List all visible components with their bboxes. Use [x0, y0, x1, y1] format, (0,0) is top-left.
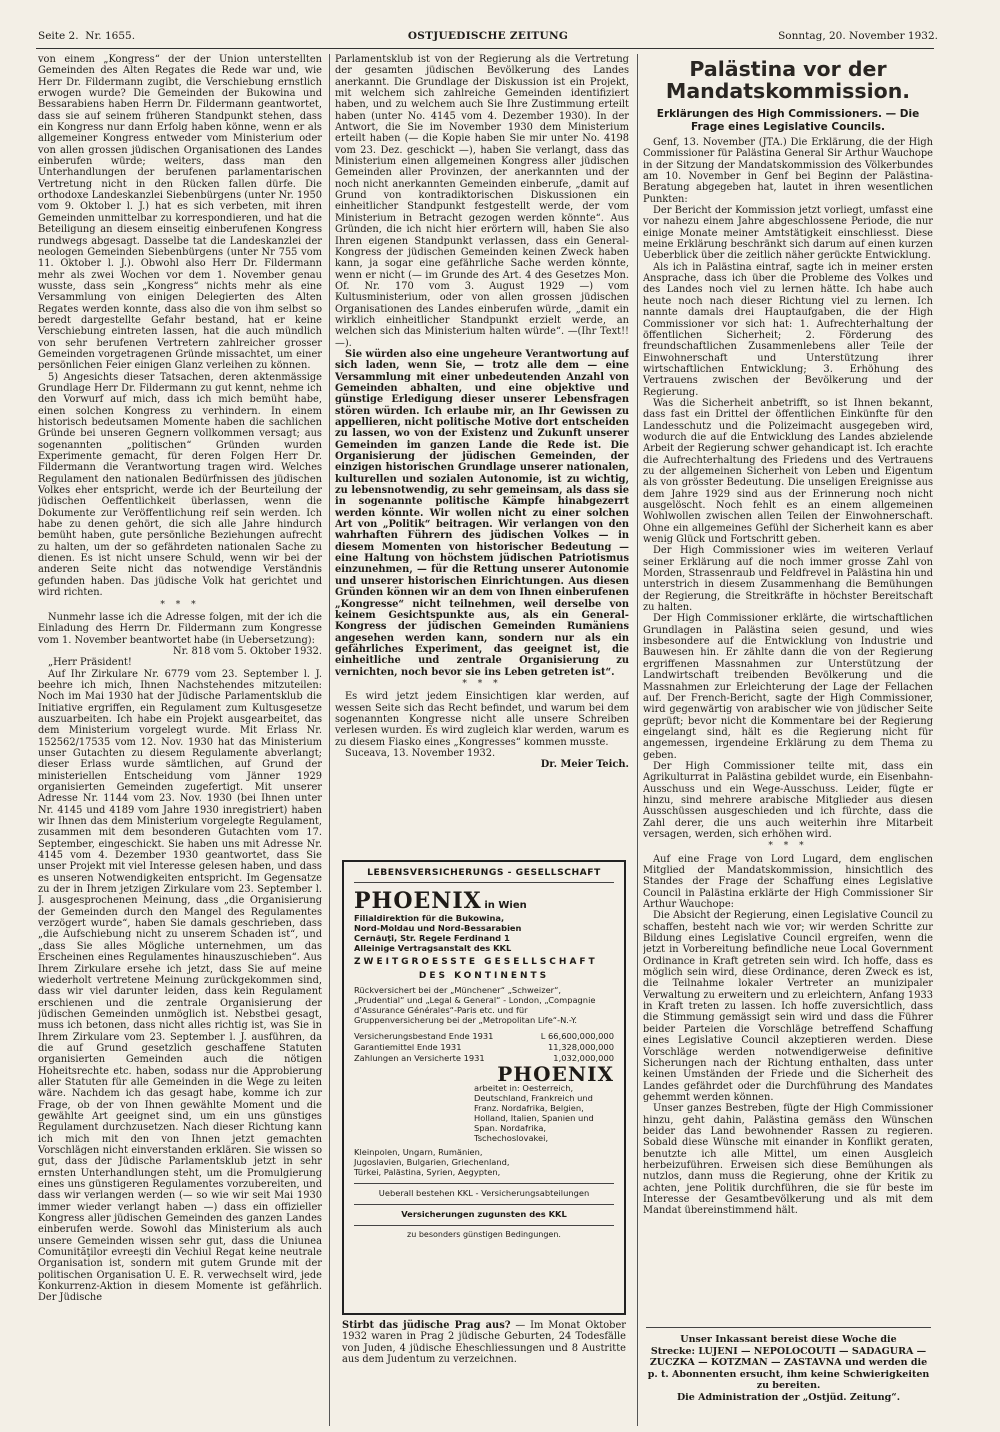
article-paragraph: Es wird jetzt jedem Einsichtigen klar werden, auf wessen Seite sich das Recht befindet, und warum bei dem sogenannten Kongresse nicht alle unsere Schreiben verlesen wurden. Es wird zugleich klar werden, warum es zu diesem Fiasko eines „Kongresses“ kommen musste.: [335, 691, 629, 748]
ad-brand: PHOENIX: [354, 888, 482, 914]
article-paragraph: 5) Angesichts dieser Tatsachen, deren aktenmässige Grundlage Herr Dr. Fildermann zu gut kennt, nehme ich den Vorwurf auf mich, dass ich mich bemüht habe, einen solchen Kongress zu verhindern. In einem historisch bedeutsamen Momente haben die sachlichen Gründe bei unseren Gegnern vollkommen versagt; aus sogenannten „politischen“ Gründen wurden Experimente gemacht, für deren Folgen Herr Dr. Fildermann die Verantwortung tragen wird. Welches Regulament den nationalen Bedürfnissen des jüdischen Volkes eher entspricht, werde ich der Beurteilung der jüdischen Oeffentlichkeit überlassen, wenn die Dokumente zur Veröffentlichung reif sein werden. Ich habe zu denen gehört, die sich alle Jahre hindurch bemüht haben, gute persönliche Beziehungen aufrecht zu halten, um der so gefährdeten nationalen Sache zu dienen. Es ist nicht unsere Schuld, wenn wir bei der anderen Seite nicht das notwendige Verständnis gefunden haben. Das jüdische Volk hat gerichtet und wird richten.: [38, 371, 322, 599]
article-subheadline: Erklärungen des High Commissioners. — Die Frage eines Legislative Councils.: [656, 108, 920, 133]
ad-footer: Ueberall bestehen KKL - Versicherungsabteilungen: [378, 1188, 590, 1198]
article-paragraph: Der High Commissioner wies im weiteren Verlauf seiner Erklärung auf die noch immer grosse Zahl von Morden, Strassenraub und Feldfrevel in Palästina hin und unterstrich in diesem Zusammenhang die Bemühungen der Regierung, die Streitkräfte in höchster Bereitschaft zu halten.: [643, 545, 933, 614]
column-1: [38, 54, 322, 1426]
column-rule: [637, 54, 638, 1426]
letter-body: Auf Ihr Zirkulare Nr. 6779 vom 23. September l. J. beehre ich mich, Ihnen Nachstehendes mitzuteilen: Noch im Mai 1930 hat der Jüdische Parlamentsklub die Initiative ergriffen, ein Regulament zum Kultusgesetze auszuarbeiten. Ich habe ein Projekt ausgearbeitet, das dem Ministerium vorgelegt wurde. Mit Erlass Nr. 152562/17535 vom 12. Nov. 1930 hat das Ministerium unser Gutachten zu diesem Regulamente abverlangt; dieser Erlass wurde sämtlichen, auf Grund der ministeriellen Entscheidung vom Jänner 1929 organisierten Gemeinden zugefertigt. Mit unserer Adresse Nr. 1144 vom 23. Nov. 1930 (bei Ihnen unter Nr. 4145 und 4189 vom Jahre 1930 inregistriert) haben wir Ihnen das dem Ministerium vorgelegte Regulament, zusammen mit dem besonderen Gutachten vom 17. September, eingeschickt. Sie haben uns mit Adresse Nr. 4145 vom 4. Dezember 1930 geantwortet, dass Sie unser Projekt mit viel Interesse gelesen haben, und dass es unseren Notwendigkeiten entspricht. Im Gegensatze zu der in Ihrem jetzigen Zirkulare vom 23. September l. J. ausgesprochenen Meinung, dass „die Organisierung der Gemeinden durch den Mangel des Regulamentes verzögert wurde“, haben Sie damals geschrieben, dass „die Aufschiebung nicht zu unserem Schaden ist“, und „dass Sie alles Mögliche unternehmen, um das Erscheinen eines Regulamentes hinauszuschieben“. Aus Ihrem Zirkulare ersehe ich jetzt, dass Sie auf meine wiederholt vertretene Meinung zurückgekommen sind, dass wir viel darunter leiden, dass kein Regulament erschienen und die zentrale Organisierung der jüdischen Gemeinden unmöglich ist. Nebstbei gesagt, muss ich betonen, dass nicht alles richtig ist, was Sie in Ihrem Zirkulare vom 23. September l. J. ausführen, da die auf Grund gesetzlich geschaffene Statuten organisierten Gemeinden auch die nötigen Hoheitsrechte etc. haben, sodass nur die Approbierung aller Statuten für alle Gemeinden in die Wege zu leiten wäre. Nachdem ich das gesagt habe, komme ich zur Frage, ob der von Ihnen gewählte Moment und die gewählte Art geeignet sind, um ein uns günstiges Regulament durchzusetzen. Nach dieser Richtung kann ich mich mit den von Ihnen jetzt gemachten Vorschlägen nicht einverstanden erklären. Sie wissen so gut, dass der Jüdische Parlamentsklub jetzt in sehr ernsten Unterhandlungen steht, um die Promulgierung eines uns günstigeren Regulamentes vorzubereiten, und dass wir verlangen werden (— so wie wir seit Mai 1930 immer wieder verlangt haben —) dass ein offizieller Kongress aller jüdischen Gemeinden des ganzen Landes einberufen werde. Sowohl das Ministerium als auch unsere Gemeinden wissen sehr gut, dass die Uniunea Comunităţilor evreeşti din Vechiul Regat keine neutrale Organisation ist, sondern mit gutem Grunde mit der politischen Organisation U. E. R. verwechselt wird, jede Konkurrenz-Aktion in diesem Momente ist gefährlich. Der Jüdische: [38, 668, 322, 1304]
ad-footer: zu besonders günstigen Bedingungen.: [407, 1230, 561, 1239]
article-paragraph: Auf eine Frage von Lord Lugard, dem englischen Mitglied der Mandatskommission, hinsichtlich des Standes der Frage der Schaffung eines Legislative Council in Palästina erklärte der High Commissioner Sir Arthur Wauchope:: [643, 853, 933, 911]
section-stars: * * *: [768, 841, 808, 852]
ad-footer: Versicherungen zugunsten des KKL: [401, 1209, 567, 1219]
article-paragraph-bold: Sie würden also eine ungeheure Verantwortung auf sich laden, wenn Sie, — trotz alle dem — eine Versammlung mit einer unbedeutenden Anzahl von Gemeinden abhalten, und eine objektive und günstige Erledigung dieser unserer Lebensfragen stören würden. Ich erlaube mir, an Ihr Gewissen zu appellieren, nicht politische Motive dort entscheiden zu lassen, wo von der Existenz und Zukunft unserer Gemeinden im ganzen Lande die Rede ist. Die Organisierung der jüdischen Gemeinden, der einzigen historischen Grundlage unserer nationalen, kulturellen und sozialen Autonomie, ist zu wichtig, zu lebensnotwendig, zu sehr gemeinsam, als dass sie in sogenannte politische Kämpfe hinabgezerrt werden könnte. Wir wollen nicht zu einer solchen Art von „Politik“ beitragen. Wir verlangen von den wahrhaften Führern des jüdischen Volkes — in diesem Momenten von historischer Bedeutung — eine Haltung von höchstem jüdischen Patriotismus einzunehmen, — für die Rettung unserer Autonomie und unserer historischen Einrichtungen. Aus diesen Gründen können wir an dem von Ihnen einberufenen „Kongresse“ nicht teilnehmen, weil derselbe von keinem Gesichtspunkte aus, als ein General-Kongress der jüdischen Gemeinden Rumäniens angesehen werden kann, sondern nur als ein gefährliches Experiment, das geeignet ist, die einheitliche und zentrale Organisierung zu vernichten, noch bevor sie ins Leben getreten ist“.: [335, 348, 629, 678]
ad-reinsurance: Rückversichert bei der „Münchener“ „Schweizer“, „Prudential“ und „Legal & General“ - London, „Compagnie d’Assurance Générales“-Paris etc. und für Gruppenversicherung bei der „Metropolitan Life“-N.-Y.: [354, 985, 596, 1025]
ad-countries-east: Kleinpolen, Ungarn, Rumänien, Jugoslavien, Bulgarien, Griechenland, Türkei, Palästina, Syrien, Aegypten,: [354, 1147, 510, 1177]
page-number: Seite 2. Nr. 1655.: [38, 30, 136, 42]
article-paragraph: Genf, 13. November (JTA.) Die Erklärung, die der High Commissioner für Palästina General Sir Arthur Wauchope in der Sitzung der Mandatskommission des Völkerbundes am 10. November in Genf bei Beginn der Palästina-Beratung abgegeben hat, lautet in ihren wesentlichen Punkten:: [643, 137, 933, 205]
phoenix-advertisement: [342, 860, 626, 1315]
article-paragraph: Nunmehr lasse ich die Adresse folgen, mit der ich die Einladung des Herrn Dr. Fildermann zum Kongresse vom 1. November beantwortet habe (in Uebersetzung):: [38, 611, 322, 646]
notice-title: Stirbt das jüdische Prag aus?: [342, 1320, 511, 1331]
ad-brand-secondary: PHOENIX: [497, 1062, 614, 1086]
article-headline: Palästina vor der Mandatskommission.: [665, 57, 911, 103]
box-line: Unser Inkassant bereist diese Woche die: [680, 1334, 897, 1345]
ad-countries-west: arbeitet in: Oesterreich, Deutschland, Frankreich und Franz. Nordafrika, Belgien, Holland, Italien, Spanien und Span. Nordafrika, Tschechoslovakei,: [474, 1083, 594, 1143]
ad-title: LEBENSVERSICHERUNGS - GESELLSCHAFT: [354, 868, 614, 883]
issue-number: Nr. 1655.: [85, 30, 136, 42]
column-rule: [329, 54, 330, 1426]
article-paragraph: Unser ganzes Bestreben, fügte der High Commissioner hinzu, geht dahin, Palästina gemäss den Wünschen beider das Land bewohnender Rassen zu regieren. Sobald diese Wünsche mit einander in Konflikt geraten, benutzte ich alle Mittel, um einen Ausgleich herbeizuführen. Erweisen sich diese Bemühungen als nutzlos, dann muss die Regierung, ohne der Kritik zu achten, jene Politik durchführen, die sie für beste im Interesse der Gesamtbevölkerung und als mit dem Mandat übereinstimmend hält.: [643, 1103, 933, 1217]
article-paragraph: Als ich in Palästina eintraf, sagte ich in meiner ersten Ansprache, dass ich über die Probleme des Volkes und des Landes noch viel zu lernen hätte. Ich habe auch heute noch nach dieser Richtung viel zu lernen. Ich nannte damals drei Hauptaufgaben, die der High Commissioner vor sich hat: 1. Aufrechterhaltung der öffentlichen Sicherheit; 2. Förderung des freundschaftlichen Zusammenlebens aller Teile der Einwohnerschaft und Unterstützung ihrer wirtschaftlichen Entwicklung; 3. Erhöhung des Vertrauens zwischen der Bevölkerung und der Regierung.: [643, 261, 933, 398]
letter-salutation: „Herr Präsident!: [48, 657, 132, 669]
administration-notice: [646, 1330, 931, 1412]
article-paragraph: Der High Commissioner erklärte, die wirtschaftlichen Grundlagen in Palästina seien gesund, und wies insbesondere auf die Entwicklung von Industrie und Bauwesen hin. Er zählte dann die von der Regierung ergriffenen Massnahmen zur Unterstützung der Landwirtschaft treibenden Bevölkerung und die Massnahmen zur Erleichterung der Lage der Fellachen auf. Der French-Bericht, sagte der High Commissioner, wird gegenwärtig von arabischer wie von jüdischer Seite geprüft; bevor nicht die Kommentare bei der Regierung eingelangt sind, hält es die Regierung nicht für angemessen, irgendeine Erklärung zu dem Thema zu geben.: [643, 613, 933, 761]
reference-number: Nr. 818 vom 5. Oktober 1932.: [173, 645, 322, 657]
ad-line: Alleinige Vertragsanstalt des KKL: [354, 943, 512, 953]
box-rule: [646, 1327, 931, 1328]
box-line: Die Administration der „Ostjüd. Zeitung“.: [676, 1391, 901, 1403]
box-line: Strecke: LUJENI — NEPOLOCOUTI — SADAGURA — ZUCZKA — KOTZMAN — ZASTAVNA und werden die p. t. Abonnenten ersucht, ihm keine Schwierigkeiten zu bereiten.: [647, 1345, 930, 1391]
ad-line: Nord-Moldau und Nord-Bessarabien: [354, 923, 522, 933]
ad-slogan: DES KONTINENTS: [418, 971, 550, 981]
ad-divider: [354, 1183, 614, 1184]
ad-finance-row: Zahlungen an Versicherte 1931 1,032,000,000: [354, 1053, 614, 1063]
ad-finance-row: Versicherungsbestand Ende 1931 L 66,600,000,000: [354, 1031, 614, 1041]
page-header: [38, 30, 938, 46]
article-paragraph: Was die Sicherheit anbetrifft, so ist Ihnen bekannt, dass fast ein Drittel der öffentlichen Einkünfte für den Landesschutz und die Polizeimacht ausgegeben wird, wodurch die auf die Entwicklung des Landes abzielende Arbeit der Regierung schwer gehandicapt ist. Ich erachte die Aufrechterhaltung des Friedens und des Vertrauens zu der allgemeinen Sicherheit von Leben und Eigentum als von grösster Bedeutung. Die unseligen Ereignisse aus dem Jahre 1929 sind aus der Erinnerung noch nicht ausgelöscht. Noch fehlt es an einem allgemeinen Wohlwollen zwischen allen Teilen der Einwohnerschaft. Ohne ein allgemeines Gefühl der Sicherheit kann es aber wenig Glück und Fortschritt geben.: [643, 397, 933, 546]
ad-slogan: ZWEITGROESSTE GESELLSCHAFT: [354, 957, 598, 967]
notice-text: — Im Monat Oktober 1932 waren in Prag 2 jüdische Geburten, 24 Todesfälle von Juden, 4 jüdische Eheschliessungen und 8 Austritte aus dem Judentum zu verzeichnen.: [342, 1320, 627, 1366]
ad-divider: [354, 1204, 614, 1205]
header-rule: [36, 48, 934, 49]
place-date: Suceava, 13. November 1932.: [345, 747, 496, 759]
author-signature: Dr. Meier Teich.: [540, 759, 629, 771]
article-paragraph: Der High Commissioner teilte mit, dass ein Agrikulturrat in Palästina gebildet wurde, ein Eisenbahn-Ausschuss und ein Wege-Ausschuss. Leider, fügte er hinzu, sind mehrere arabische Mitglieder aus diesen Ausschüssen ausgeschieden und ich fürchte, dass die Zahl derer, die uns auch weiterhin ihre Mitarbeit versagen, werden, sich erhöhen wird.: [643, 760, 933, 840]
issue-date: Sonntag, 20. November 1932.: [778, 30, 938, 42]
article-paragraph: von einem „Kongress“ der der Union unterstellten Gemeinden des Alten Regates die Rede war und, wie Herr Dr. Fildermann zugibt, die Verschiebung ernstlich erwogen wurde? Die Gemeinden der Bukowina und Bessarabiens haben Herrn Dr. Fildermann geantwortet, dass sie auf seinem früheren Standpunkt stehen, dass ein Kongress nur dann Erfolg haben könne, wenn er als allgemeiner Kongress entweder vom Ministerium oder von allen grossen jüdischen Organisationen des Landes einberufen würde; weiters, dass man den Unterhandlungen der berufenen parlamentarischen Vertretung nicht in den Rücken fallen dürfe. Die orthodoxe Landeskanzlei Siebenbürgens (unter Nr. 1950 vom 9. Oktober l. J.) hat es sich verbeten, mit ihren Gemeinden unmittelbar zu korrespondieren, und hat die Beteiligung an diesem einseitig einberufenen Kongress rundwegs abgesagt. Dasselbe tat die Landeskanzlei der neologen Gemeinden Siebenbürgens (unter Nr 755 vom 11. Oktober l. J.). Obwohl also Herr Dr. Fildermann mehr als zwei Wochen vor dem 1. November genau wusste, dass sein „Kongress“ nichts mehr als eine Versammlung von einigen Delegierten des Alten Regates werden konnte, dass also die von ihm selbst so beredt dargestellte Gefahr bestand, hat er keine Verschiebung eintreten lassen, hat die auch mündlich von sehr berufenen Vertretern zahlreicher grosser Gemeinden vorgetragenen Gründe missachtet, um einer persönlichen Feier einigen Glanz verleihen zu können.: [38, 54, 322, 372]
column-3: [643, 54, 933, 1426]
ad-divider: [354, 1225, 614, 1226]
article-paragraph: Parlamentsklub ist von der Regierung als die Vertretung der gesamten jüdischen Bevölkerung des Landes anerkannt. Die Grundlage der Diskussion ist ein Projekt, mit welchem sich zahlreiche Gemeinden identifiziert haben, und zu welchem auch Sie Ihre Zustimmung erteilt haben (unter No. 4145 vom 4. Dezember 1930). In der Antwort, die Sie im November 1930 dem Ministerium erteilt haben (— die Kopie haben Sie mir unter No. 4198 vom 23. Dez. geschickt —), haben Sie verlangt, dass das Ministerium einen allgemeinen Kongress aller jüdischen Gemeinden aller Provinzen, der anerkannten und der noch nicht anerkannten Gemeinden einberufe, „damit auf Grund von kontradiktorischen Diskussionen ein einheitlicher Standpunkt festgestellt werde, der vom Ministerium in Betracht gezogen werden könnte“. Aus Gründen, die ich nicht hier erörtern will, haben Sie also Ihren eigenen Standpunkt verlassen, dass ein General-Kongress der jüdischen Gemeinden keinen Zweck haben kann, ja sogar eine gefährliche Sache werden könnte, wenn er nicht (— im Grunde des Art. 4 des Gesetzes Mon. Of. Nr. 170 vom 3. August 1929 —) vom Kultusministerium, oder von allen grossen jüdischen Organisationen des Landes einberufen würde, „damit ein wirklich einheitlicher Standpunkt erzielt werde, an welchen sich das Ministerium halten würde“. —(Ihr Text!! —).: [335, 54, 629, 349]
section-stars: * * *: [160, 599, 200, 610]
newspaper-title: OSTJUEDISCHE ZEITUNG: [407, 30, 569, 42]
article-paragraph: Der Bericht der Kommission jetzt vorliegt, umfasst eine vor nahezu einem Jahre abgeschlossene Periode, die nur einige Monate meiner Amtstätigkeit einschliesst. Diese meine Erklärung beschränkt sich darum auf einen kurzen Ueberblick über die zeitlich näher gerückte Entwicklung.: [643, 205, 933, 262]
ad-line: Filialdirektion für die Bukowina,: [354, 913, 505, 923]
news-notice: [342, 1320, 626, 1365]
ad-finance-row: Garantiemittel Ende 1931 11,328,000,000: [354, 1042, 614, 1052]
section-stars: * * *: [462, 678, 502, 689]
ad-brand-city: in Wien: [484, 900, 527, 911]
article-paragraph: Die Absicht der Regierung, einen Legislative Council zu schaffen, besteht nach wie vor; wir werden Schritte zur Bildung eines Legislative Council ergreifen, wenn die jetzt in Vorbereitung befindliche neue Local Government Ordinance in Kraft getreten sein wird. Ich hoffe, dass es möglich sein wird, diese Ordinance, deren Zweck es ist, die Teilnahme lokaler Vertreter an munizipaler Verwaltung zu erweitern und zu erleichtern, Anfang 1933 in Kraft treten zu lassen. Ich hoffe zuversichtlich, dass die Stimmung gemässigt sein wird und dass die Führer beider Parteien die Vorschläge betreffend Schaffung eines Legislative Council akzeptieren werden. Diese Vorschläge werden notwendigerweise definitive Sicherungen nach der Richtung enthalten, dass unter keinen Umständen der Friede und die Sicherheit des Landes gefährdet oder die Durchführung des Mandates gehemmt werden können.: [643, 910, 933, 1103]
ad-line: Cernăuţi, Str. Regele Ferdinand 1: [354, 933, 510, 943]
